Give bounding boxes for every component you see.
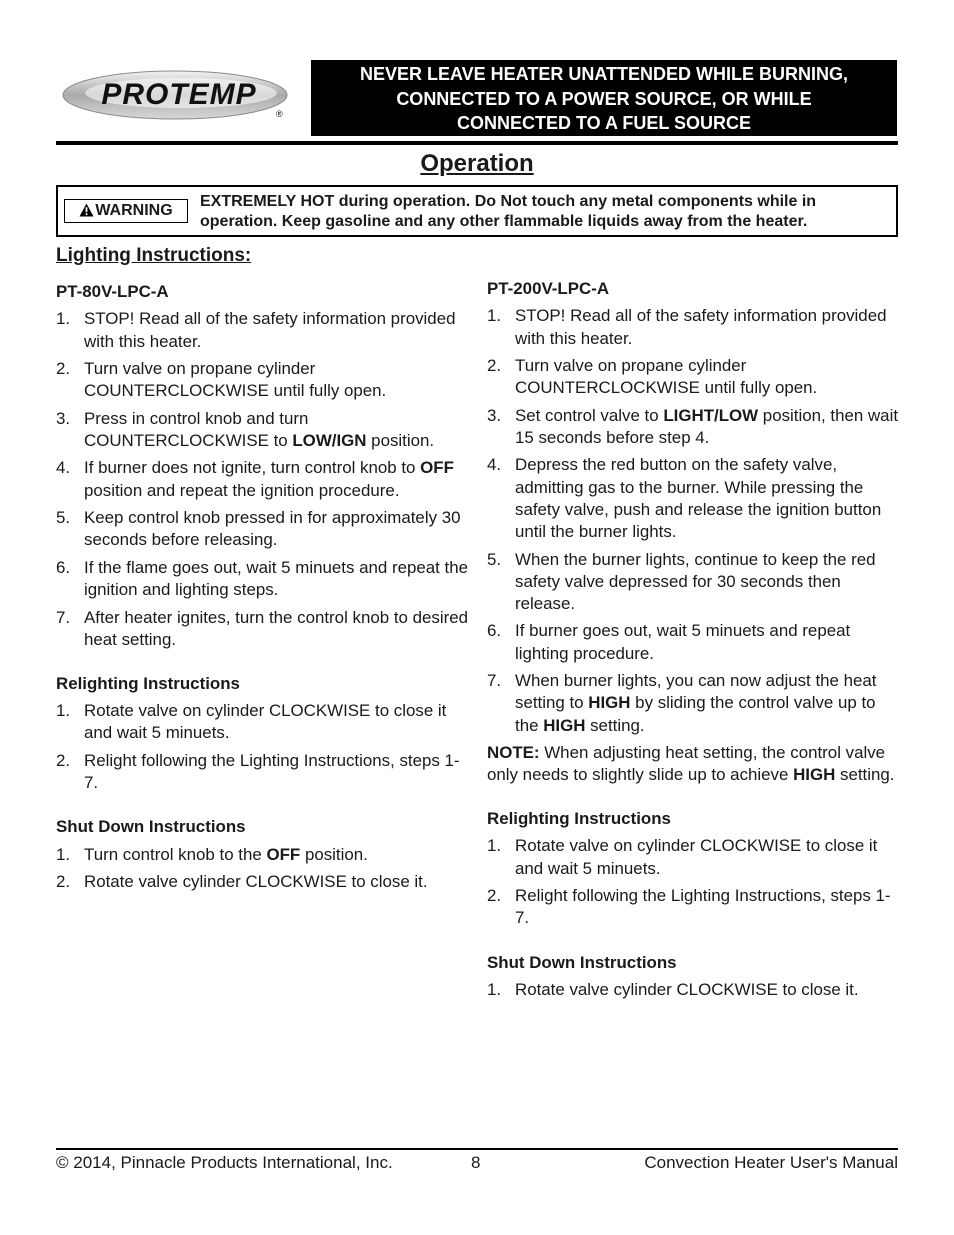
list-item [56, 457, 471, 501]
footer-copyright: © 2014, Pinnacle Products International, Inc. [56, 1153, 393, 1172]
text-run: Rotate valve on cylinder CLOCKWISE to close it and wait 5 minuets. [515, 836, 878, 878]
text-run: Depress the red button on the safety valve, admitting gas to the burner. While pressing the safety valve, push and release the ignition button until the burner lights. [515, 455, 882, 542]
list-item [56, 557, 471, 601]
text-run: setting. [835, 764, 895, 784]
text-run: Rotate valve cylinder CLOCKWISE to close it. [515, 979, 859, 999]
text-run: If burner goes out, wait 5 minuets and repeat lighting procedure. [515, 621, 851, 663]
note-paragraph [487, 742, 899, 786]
shutdown-heading: Shut Down Instructions [487, 952, 677, 972]
logo-graphic [57, 62, 301, 130]
list-item [487, 885, 899, 929]
text-run: STOP! Read all of the safety information provided with this heater. [84, 309, 456, 351]
text-run: position. [300, 844, 368, 864]
list-item [56, 358, 471, 402]
emphasis-text: LOW/IGN [292, 430, 367, 450]
text-run: Set control valve to [515, 405, 664, 425]
list-item [56, 844, 471, 866]
list-number: 4. [56, 458, 71, 478]
list-number: 1. [56, 309, 71, 329]
list-number: 4. [487, 455, 502, 475]
text-run: If burner does not ignite, turn control knob to [84, 458, 421, 478]
model-heading: PT-80V-LPC-A [56, 282, 169, 301]
emphasis-text: NOTE: [487, 742, 540, 762]
list-item [487, 454, 899, 543]
list-item [487, 670, 899, 737]
lighting-steps-list [56, 308, 471, 651]
text-run: Rotate valve cylinder CLOCKWISE to close it. [84, 872, 428, 892]
warning-label: WARNING [95, 202, 173, 219]
text-run: STOP! Read all of the safety information provided with this heater. [515, 306, 887, 348]
text-run: When burner lights, you can now adjust the heat setting to [515, 671, 877, 713]
left-column [56, 281, 471, 893]
list-number: 1. [487, 306, 502, 326]
list-item [56, 750, 471, 794]
registered-mark: ® [276, 109, 283, 119]
relighting-steps-list [56, 700, 471, 794]
list-number: 2. [56, 750, 71, 770]
shutdown-heading: Shut Down Instructions [56, 817, 246, 837]
emphasis-text: OFF [266, 844, 301, 864]
warning-box [56, 185, 898, 237]
text-run: Press in control knob and turn COUNTERCLOCKWISE to [84, 408, 309, 450]
list-number: 2. [487, 886, 502, 906]
list-number: 5. [487, 549, 502, 569]
emphasis-text: LIGHT/LOW [663, 405, 759, 425]
text-run: Relight following the Lighting Instructions, steps 1-7. [84, 750, 460, 793]
text-run: by sliding the control valve up to the [515, 693, 876, 735]
footer-manual-title: Convection Heater User's Manual [644, 1153, 898, 1172]
list-number: 1. [487, 836, 502, 856]
list-number: 1. [56, 844, 71, 864]
logo-text: PROTEMP [101, 78, 257, 111]
text-run: position. [366, 430, 435, 450]
banner-line: NEVER LEAVE HEATER UNATTENDED WHILE BURNING, [359, 64, 848, 84]
list-number: 3. [56, 408, 71, 428]
list-item [56, 871, 471, 893]
list-item [56, 607, 471, 651]
footer-divider [56, 1148, 898, 1150]
banner-line: CONNECTED TO A POWER SOURCE, OR WHILE [396, 88, 812, 109]
text-run: position, then wait 15 seconds before step 4. [515, 405, 899, 447]
list-item [56, 700, 471, 744]
emphasis-text: HIGH [793, 764, 836, 784]
list-number: 2. [56, 872, 71, 892]
list-item [56, 408, 471, 452]
list-item [487, 355, 899, 399]
footer-page-number: 8 [471, 1153, 481, 1172]
warning-tag [64, 199, 188, 223]
list-number: 1. [487, 979, 502, 999]
text-run: position and repeat the ignition procedure. [84, 480, 400, 500]
header-divider [56, 141, 898, 145]
list-number: 7. [487, 671, 502, 691]
right-column [487, 278, 899, 1001]
safety-banner [311, 60, 897, 136]
shutdown-steps-list [487, 979, 899, 1001]
list-number: 7. [56, 607, 71, 627]
text-run: Relight following the Lighting Instructions, steps 1-7. [515, 886, 891, 928]
list-item [56, 507, 471, 551]
warning-text: EXTREMELY HOT during operation. Do Not touch any metal components while in operation. Keep gasoline and any other flammable liquids away from the heater. [200, 193, 817, 230]
relighting-heading: Relighting Instructions [56, 673, 240, 693]
banner-line: CONNECTED TO A FUEL SOURCE [456, 113, 752, 133]
emphasis-text: HIGH [543, 715, 586, 735]
list-number: 2. [56, 359, 71, 378]
list-item [56, 308, 471, 352]
lighting-instructions-heading: Lighting Instructions: [56, 245, 252, 266]
list-number: 6. [56, 557, 71, 577]
warning-triangle-icon [79, 203, 94, 217]
text-run: Turn valve on propane cylinder COUNTERCLOCKWISE until fully open. [515, 356, 818, 398]
emphasis-text: OFF [420, 458, 454, 478]
list-item [487, 979, 899, 1001]
list-number: 2. [487, 356, 502, 375]
emphasis-text: HIGH [588, 693, 631, 713]
relighting-heading: Relighting Instructions [487, 809, 671, 829]
lighting-steps-list [487, 305, 899, 736]
text-run: After heater ignites, turn the control knob to desired heat setting. [84, 607, 469, 649]
shutdown-steps-list [56, 844, 471, 894]
page-title: Operation [420, 150, 534, 177]
text-run: When adjusting heat setting, the control valve only needs to slightly slide up to achieve [487, 742, 886, 784]
model-heading: PT-200V-LPC-A [487, 279, 610, 298]
protemp-logo [57, 62, 301, 130]
list-item [487, 405, 899, 449]
list-number: 1. [56, 701, 71, 721]
list-number: 6. [487, 621, 502, 641]
list-item [487, 620, 899, 664]
text-run: Keep control knob pressed in for approximately 30 seconds before releasing. [84, 508, 461, 550]
list-item [487, 305, 899, 349]
list-number: 3. [487, 405, 502, 425]
text-run: Turn control knob to the [84, 844, 267, 864]
text-run: Rotate valve on cylinder CLOCKWISE to close it and wait 5 minuets. [84, 701, 447, 743]
list-item [487, 835, 899, 879]
relighting-steps-list [487, 835, 899, 929]
text-run: setting. [585, 715, 645, 735]
text-run: When the burner lights, continue to keep the red safety valve depressed for 30 seconds then release. [515, 549, 876, 613]
text-run: If the flame goes out, wait 5 minuets and repeat the ignition and lighting steps. [84, 557, 469, 600]
list-number: 5. [56, 508, 71, 528]
list-item [487, 549, 899, 616]
text-run: Turn valve on propane cylinder COUNTERCLOCKWISE until fully open. [84, 359, 387, 401]
